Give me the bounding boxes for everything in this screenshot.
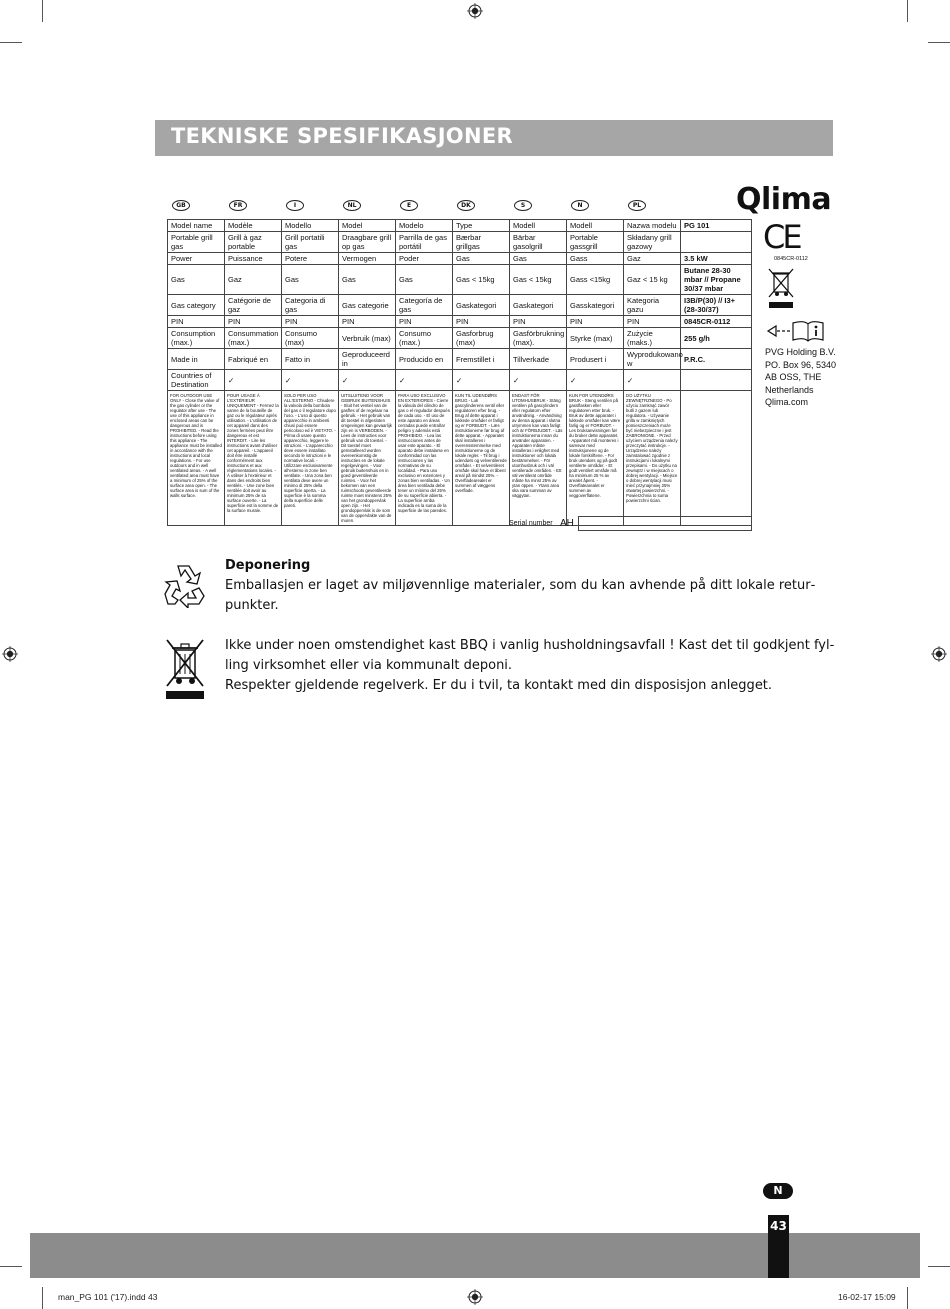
table-cell: Gasförbrukning (max). xyxy=(510,328,567,349)
table-cell: PIN xyxy=(396,316,453,328)
registration-mark-icon xyxy=(2,646,18,662)
language-badge: I xyxy=(286,200,304,211)
table-cell: PIN xyxy=(282,316,339,328)
spec-value: Butane 28-30 mbar // Propane 30/37 mbar xyxy=(681,265,752,295)
table-cell: Bärbar gasolgrill xyxy=(510,232,567,253)
table-cell: Gas xyxy=(396,265,453,295)
language-badge: PL xyxy=(628,200,646,211)
table-cell: PIN xyxy=(225,316,282,328)
spec-value: PG 101 xyxy=(681,220,752,232)
table-cell: Countries of Destination xyxy=(168,370,225,391)
table-cell: Parrilla de gas portátil xyxy=(396,232,453,253)
table-cell: Fatto in xyxy=(282,349,339,370)
table-cell: Gas category xyxy=(168,295,225,316)
address-line: PO. Box 96, 5340 xyxy=(765,359,837,370)
table-cell: PIN xyxy=(510,316,567,328)
ce-mark: CE xyxy=(763,218,800,256)
table-cell: Gaskategori xyxy=(510,295,567,316)
disposal-paragraph: Ikke under noen omstendighet kast BBQ i vanlig husholdningsavfall ! Kast det til godkjent fylling virksomhet eller via kommunalt deponi. xyxy=(225,638,835,673)
table-cell: Gas xyxy=(453,253,510,265)
table-cell: Geproduceerd in xyxy=(339,349,396,370)
language-badge: DK xyxy=(457,200,475,211)
table-cell: Gas xyxy=(168,265,225,295)
table-row xyxy=(168,253,752,265)
table-cell: ✓ xyxy=(453,370,510,391)
table-cell: Modell xyxy=(567,220,624,232)
table-row xyxy=(168,349,752,370)
table-cell: ✓ xyxy=(339,370,396,391)
language-badge: GB xyxy=(172,200,190,211)
table-cell: Model xyxy=(339,220,396,232)
table-cell: PIN xyxy=(339,316,396,328)
crossed-bin-icon xyxy=(766,266,796,310)
table-cell: Kategoria gazu xyxy=(624,295,681,316)
table-cell: Gas xyxy=(282,265,339,295)
address-line: AB OSS, THE xyxy=(765,372,822,382)
address-line: Qlima.com xyxy=(765,397,809,407)
table-cell: Gasforbrug (max) xyxy=(453,328,510,349)
registration-mark-icon xyxy=(931,646,947,662)
table-cell: ✓ xyxy=(225,370,282,391)
table-cell: Fabriqué en xyxy=(225,349,282,370)
table-cell: Fremstillet i xyxy=(453,349,510,370)
table-row xyxy=(168,220,752,232)
table-cell: Gas < 15kg xyxy=(510,265,567,295)
spec-value: I3B/P(30) // I3+(28-30/37) xyxy=(681,295,752,316)
table-cell: Gas xyxy=(339,265,396,295)
table-cell: Consumption (max.) xyxy=(168,328,225,349)
table-cell: Modello xyxy=(282,220,339,232)
spec-value: 255 g/h xyxy=(681,328,752,349)
registration-mark-icon xyxy=(467,3,483,19)
table-cell: Gass <15kg xyxy=(567,265,624,295)
safety-note: SOLO PER USO ALL'ESTERNO - Chiudere la valvola della bombola del gas o il regulatore dopo l'uso. - L'uso di questo apparecchio in ambienti chiusi può essere pericoloso ed è VIETATO. - Prima di usare questo apparecchio, leggere le istruzioni. - L'apparecchio deve essere installato secondo le istruzioni e le normative locali. - Utilizzare esclusivamente all'esterno in zone ben ventilate. - Una zona ben ventilata deve avere un minimo di 25% della superficie aperta. - La superficie è la somma della superficie delle pareti. xyxy=(282,391,339,526)
table-cell: Modell xyxy=(510,220,567,232)
table-row xyxy=(168,328,752,349)
manufacturer-address xyxy=(765,346,836,409)
crop-mark xyxy=(928,1266,950,1267)
table-cell: Made in xyxy=(168,349,225,370)
table-cell: PIN xyxy=(168,316,225,328)
safety-note: DO UŻYTKU ZEWNĘTRZNEGO - Po użyciu zamknąć zawór butli z gazem lub regulatora. - Używanie grilla w zamkniętych pomieszczeniach może być niebezpieczne i jest ZABRONIONE. - Przed użyciem urządzenia należy przeczytać instrukcje. - Urządzenie należy zainstalować zgodnie z instrukcjami i lokalnymi przepisami. - Do użytku na zewnątrz i w miejscach o dobrej wentylacji. - Miejsce o dobrej wentylacji musi mieć przynajmniej 25% otwartej powierzchni. - Powierzchnia to suma powierzchni ścian. xyxy=(624,391,681,526)
table-cell: Puissance xyxy=(225,253,282,265)
language-badge: S xyxy=(514,200,532,211)
table-cell: PIN xyxy=(567,316,624,328)
table-cell: Producido en xyxy=(396,349,453,370)
safety-notes-row xyxy=(168,391,752,526)
serial-prefix: AH xyxy=(560,518,574,529)
table-cell: ✓ xyxy=(567,370,624,391)
table-cell: Categoria di gas xyxy=(282,295,339,316)
table-cell: ✓ xyxy=(624,370,681,391)
table-cell: Consummation (max.) xyxy=(225,328,282,349)
table-cell: Gas < 15kg xyxy=(453,265,510,295)
title-banner xyxy=(155,120,833,156)
spec-table xyxy=(167,219,752,526)
table-cell xyxy=(681,391,752,526)
address-line: Netherlands xyxy=(765,384,814,395)
table-cell: Type xyxy=(453,220,510,232)
crop-mark xyxy=(907,1287,908,1309)
registration-mark-icon xyxy=(467,1289,483,1305)
ce-code: 0845CR-0112 xyxy=(774,256,808,262)
crop-mark xyxy=(0,1266,22,1267)
language-badge: FR xyxy=(229,200,247,211)
serial-number-box xyxy=(578,516,752,531)
date-slug: 16-02-17 15:09 xyxy=(838,1292,896,1302)
safety-note: PARA USO EXCLUSIVO EN EXTERIORES - Cierre la válvula del cilindro de gas o el regulador después de cada uso. - El uso de este aparato en áreas cerradas puede entrañar peligro y además está PROHIBIDO. - Lea las instrucciones antes de usar este aparato. - El aparato debe instalarse en conformidad con las instrucciones y las normativas de su localidad. - Para uso exclusivo en exteriores y zonas bien ventiladas. - Un área bien ventilada debe tener un mínimo del 25% de su superficie abierta. - La superficie arriba indicada es la suma de la superficie de las paredes. xyxy=(396,391,453,526)
table-cell: Modelo xyxy=(396,220,453,232)
page-number: 43 xyxy=(770,1219,787,1233)
serial-number-label: Serial number xyxy=(509,520,553,527)
table-cell: Modèle xyxy=(225,220,282,232)
crop-mark xyxy=(907,0,908,22)
table-row xyxy=(168,370,752,391)
table-cell: Nazwa modelu xyxy=(624,220,681,232)
file-slug: man_PG 101 ('17).indd 43 xyxy=(58,1292,158,1302)
table-row xyxy=(168,232,752,253)
spec-value: 0845CR-0112 xyxy=(681,316,752,328)
language-badge: N xyxy=(571,200,589,211)
language-badge: E xyxy=(400,200,418,211)
safety-note: FOR OUTDOOR USE ONLY - Close the valve of the gas cylinder or the regulator after use - The use of this appliance in enclosed areas can be dangerous and is PROHIBITED. - Read the instructions before using this appliance - The appliance must be installed in accordance with the instructions and local regulations. - For use outdoors and in well ventilated areas. - A well ventilated area must have a minimum of 25% of the surface area open. - The surface area is sum of the walls surface. xyxy=(168,391,225,526)
table-cell: Poder xyxy=(396,253,453,265)
table-cell: Potere xyxy=(282,253,339,265)
safety-note: KUN TIL UDENDØRS BRUG - Luk gascylinderens ventil eller regulatoren efter brug. - Brug af dette apparat i lukkede områder er farligt og er FORBUDT. - Læs instruktionerne før brug af dette apparat. - Apparatet skal installeres i overensstemmelse med instruktionerne og de lokale regler. - Til brug i udendørs og velventilerede områder. - Et velventileret område skal have et åbent areal på mindst 25%. - Overfladearealet er summen af væggens overflade. xyxy=(453,391,510,526)
section-title: Deponering xyxy=(225,558,311,573)
table-cell: Produsert i xyxy=(567,349,624,370)
table-cell: Gasskategori xyxy=(567,295,624,316)
language-badge: N xyxy=(763,1183,793,1199)
crop-mark xyxy=(42,1287,43,1309)
table-cell: Portable gassgrill xyxy=(567,232,624,253)
table-cell: Vermogen xyxy=(339,253,396,265)
table-cell: Draagbare grill op gas xyxy=(339,232,396,253)
table-cell: Styrke (max) xyxy=(567,328,624,349)
table-cell: Grill à gaz portable xyxy=(225,232,282,253)
table-cell: Catégorie de gaz xyxy=(225,295,282,316)
table-cell: Categoría de gas xyxy=(396,295,453,316)
table-cell: ✓ xyxy=(282,370,339,391)
disposal-paragraph: Respekter gjeldende regelverk. Er du i tvil, ta kontakt med din disposisjon anlegget. xyxy=(225,678,773,693)
table-cell: PIN xyxy=(624,316,681,328)
table-cell: Grill portatili gas xyxy=(282,232,339,253)
table-cell: Portable grill gas xyxy=(168,232,225,253)
table-cell: Gass xyxy=(567,253,624,265)
spec-value: P.R.C. xyxy=(681,349,752,370)
spec-value xyxy=(681,232,752,253)
address-line: PVG Holding B.V. xyxy=(765,347,836,357)
table-cell: Verbruik (max) xyxy=(339,328,396,349)
table-cell: Gaz xyxy=(624,253,681,265)
table-cell: ✓ xyxy=(510,370,567,391)
brand-logo: Qlima xyxy=(736,182,832,217)
table-cell: Tillverkade xyxy=(510,349,567,370)
spec-value: 3.5 kW xyxy=(681,253,752,265)
table-cell: Zużycie (maks.) xyxy=(624,328,681,349)
disposal-paragraph: Emballasjen er laget av miljøvennlige materialer, som du kan avhende på ditt lokale returpunkter. xyxy=(225,578,816,613)
table-cell: Gaz xyxy=(225,265,282,295)
safety-note: ENDAST FÖR UTOMHUSBRUK - Stäng ventilen på gascylindern eller regulatorn efter användning. - Användning av denna apparat i slutna utrymmen kan vara farligt och är FÖRBJUDET. - Läs instruktionerna innan du använder apparaten. - Apparaten måste installeras i enlighet med instruktioner och lokala bestämmelser. - För utomhusbruk och i väl ventilerade områden. - Ett väl ventilerat område måste ha minst 25% av ytan öppen. - Ytans area ska vara summan av väggytan. xyxy=(510,391,567,526)
safety-note: KUN FOR UTENDØRS BRUK - Steng ventilen på gassflasken eller regulatoren etter bruk. - Bruk av dette apparatet i lukkede områder kan være farlig og er FORBUDT. - Les bruksanvisningen før du bruker dette apparatet. - Apparatet må monteres i samsvar med instruksjonene og de lokale forskriftene. - For bruk utendørs og på godt ventilerte områder. - Et godt ventilert område må ha minimum 25 % av arealet åpent. - Overflatearealet er summen av veggoverflatene. xyxy=(567,391,624,526)
page-title: TEKNISKE SPESIFIKASJONER xyxy=(171,124,513,148)
table-cell: Model name xyxy=(168,220,225,232)
crop-mark xyxy=(42,0,43,22)
crossed-bin-icon xyxy=(163,636,207,700)
crop-mark xyxy=(0,42,22,43)
table-cell: Gas xyxy=(510,253,567,265)
table-row xyxy=(168,316,752,328)
table-cell: Power xyxy=(168,253,225,265)
table-cell: ✓ xyxy=(396,370,453,391)
table-cell: Consumo (max) xyxy=(282,328,339,349)
table-row xyxy=(168,295,752,316)
read-manual-icon xyxy=(766,318,826,344)
recycle-icon xyxy=(161,560,207,608)
table-cell: Składany grill gazowy xyxy=(624,232,681,253)
table-cell: Gaz < 15 kg xyxy=(624,265,681,295)
table-cell: PIN xyxy=(453,316,510,328)
safety-note: UITSLUITEND VOOR GEBRUIK BUITENSHUIS - Sluit het ventiel van de gasfles of de regelaar na gebruik. - Het gebruik van dit toestel in afgesloten omgevingen kan gevaarlijk zijn en is VERBODEN. - Lees de instructies voor gebruik van dit toestel. - Dit toestel moet geïnstalleerd worden overeenkomstig de instructies en de lokale regelgevingen. - Voor gebruik buitenshuis en in goed geventileerde ruimtes. - Voor het bekomen van een ruimschoots geventileerde ruimte moet minstens 25% van het grondoppervlak open zijn. - Het grondoppervlak is de som van de oppervlakte van de muren. xyxy=(339,391,396,526)
table-cell: Wyprodukowano w xyxy=(624,349,681,370)
table-row xyxy=(168,265,752,295)
language-badge: NL xyxy=(343,200,361,211)
table-cell: Gas categorie xyxy=(339,295,396,316)
table-cell: Gaskategori xyxy=(453,295,510,316)
spec-value xyxy=(681,370,752,391)
language-flags xyxy=(168,200,688,212)
table-cell: Bærbar grillgas xyxy=(453,232,510,253)
crop-mark xyxy=(928,42,950,43)
table-cell: Consumo (max.) xyxy=(396,328,453,349)
safety-note: POUR USAGE À L'EXTÉRIEUR UNIQUEMENT - Fermez la vanne de la bouteille de gaz ou le régulateur après utilisation. - L'utilisation de cet appareil dans des zones fermées peut être dangereux et est INTERDIT. - Lire les instructions avant d'utiliser cet appareil. - L'appareil doit être installé conformément aux instructions et aux réglementations locales. - À utiliser à l'extérieur et dans des endroits bien ventilés. - Une zone bien ventilée doit avoir au minimum 25% de sa surface ouverte. - La superficie est la somme de la surface murale. xyxy=(225,391,282,526)
